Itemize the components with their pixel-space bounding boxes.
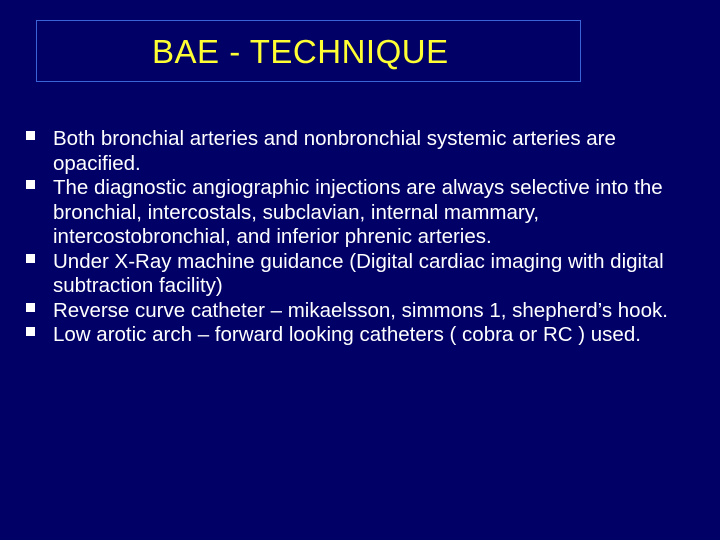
slide-title: BAE - TECHNIQUE xyxy=(152,33,449,70)
bullet-item xyxy=(24,299,689,324)
bullet-item xyxy=(24,250,689,299)
square-bullet-icon xyxy=(26,131,35,140)
bullet-text: Under X-Ray machine guidance (Digital cardiac imaging with digital subtraction facility) xyxy=(53,249,664,297)
title-box xyxy=(36,20,581,82)
bullet-text: Reverse curve catheter – mikaelsson, simmons 1, shepherd’s hook. xyxy=(53,298,668,322)
bullet-item xyxy=(24,127,689,176)
square-bullet-icon xyxy=(26,327,35,336)
bullet-text: Both bronchial arteries and nonbronchial systemic arteries are opacified. xyxy=(53,127,616,175)
bullet-text: The diagnostic angiographic injections are always selective into the bronchial, intercostals, subclavian, internal mammary, intercostobronchial, and inferior phrenic arteries. xyxy=(53,176,663,248)
square-bullet-icon xyxy=(26,303,35,312)
bullet-text: Low arotic arch – forward looking catheters ( cobra or RC ) used. xyxy=(53,323,641,346)
bullet-item xyxy=(24,323,689,348)
square-bullet-icon xyxy=(26,254,35,263)
bullet-item xyxy=(24,176,689,250)
bullet-list xyxy=(24,127,689,348)
square-bullet-icon xyxy=(26,180,35,189)
